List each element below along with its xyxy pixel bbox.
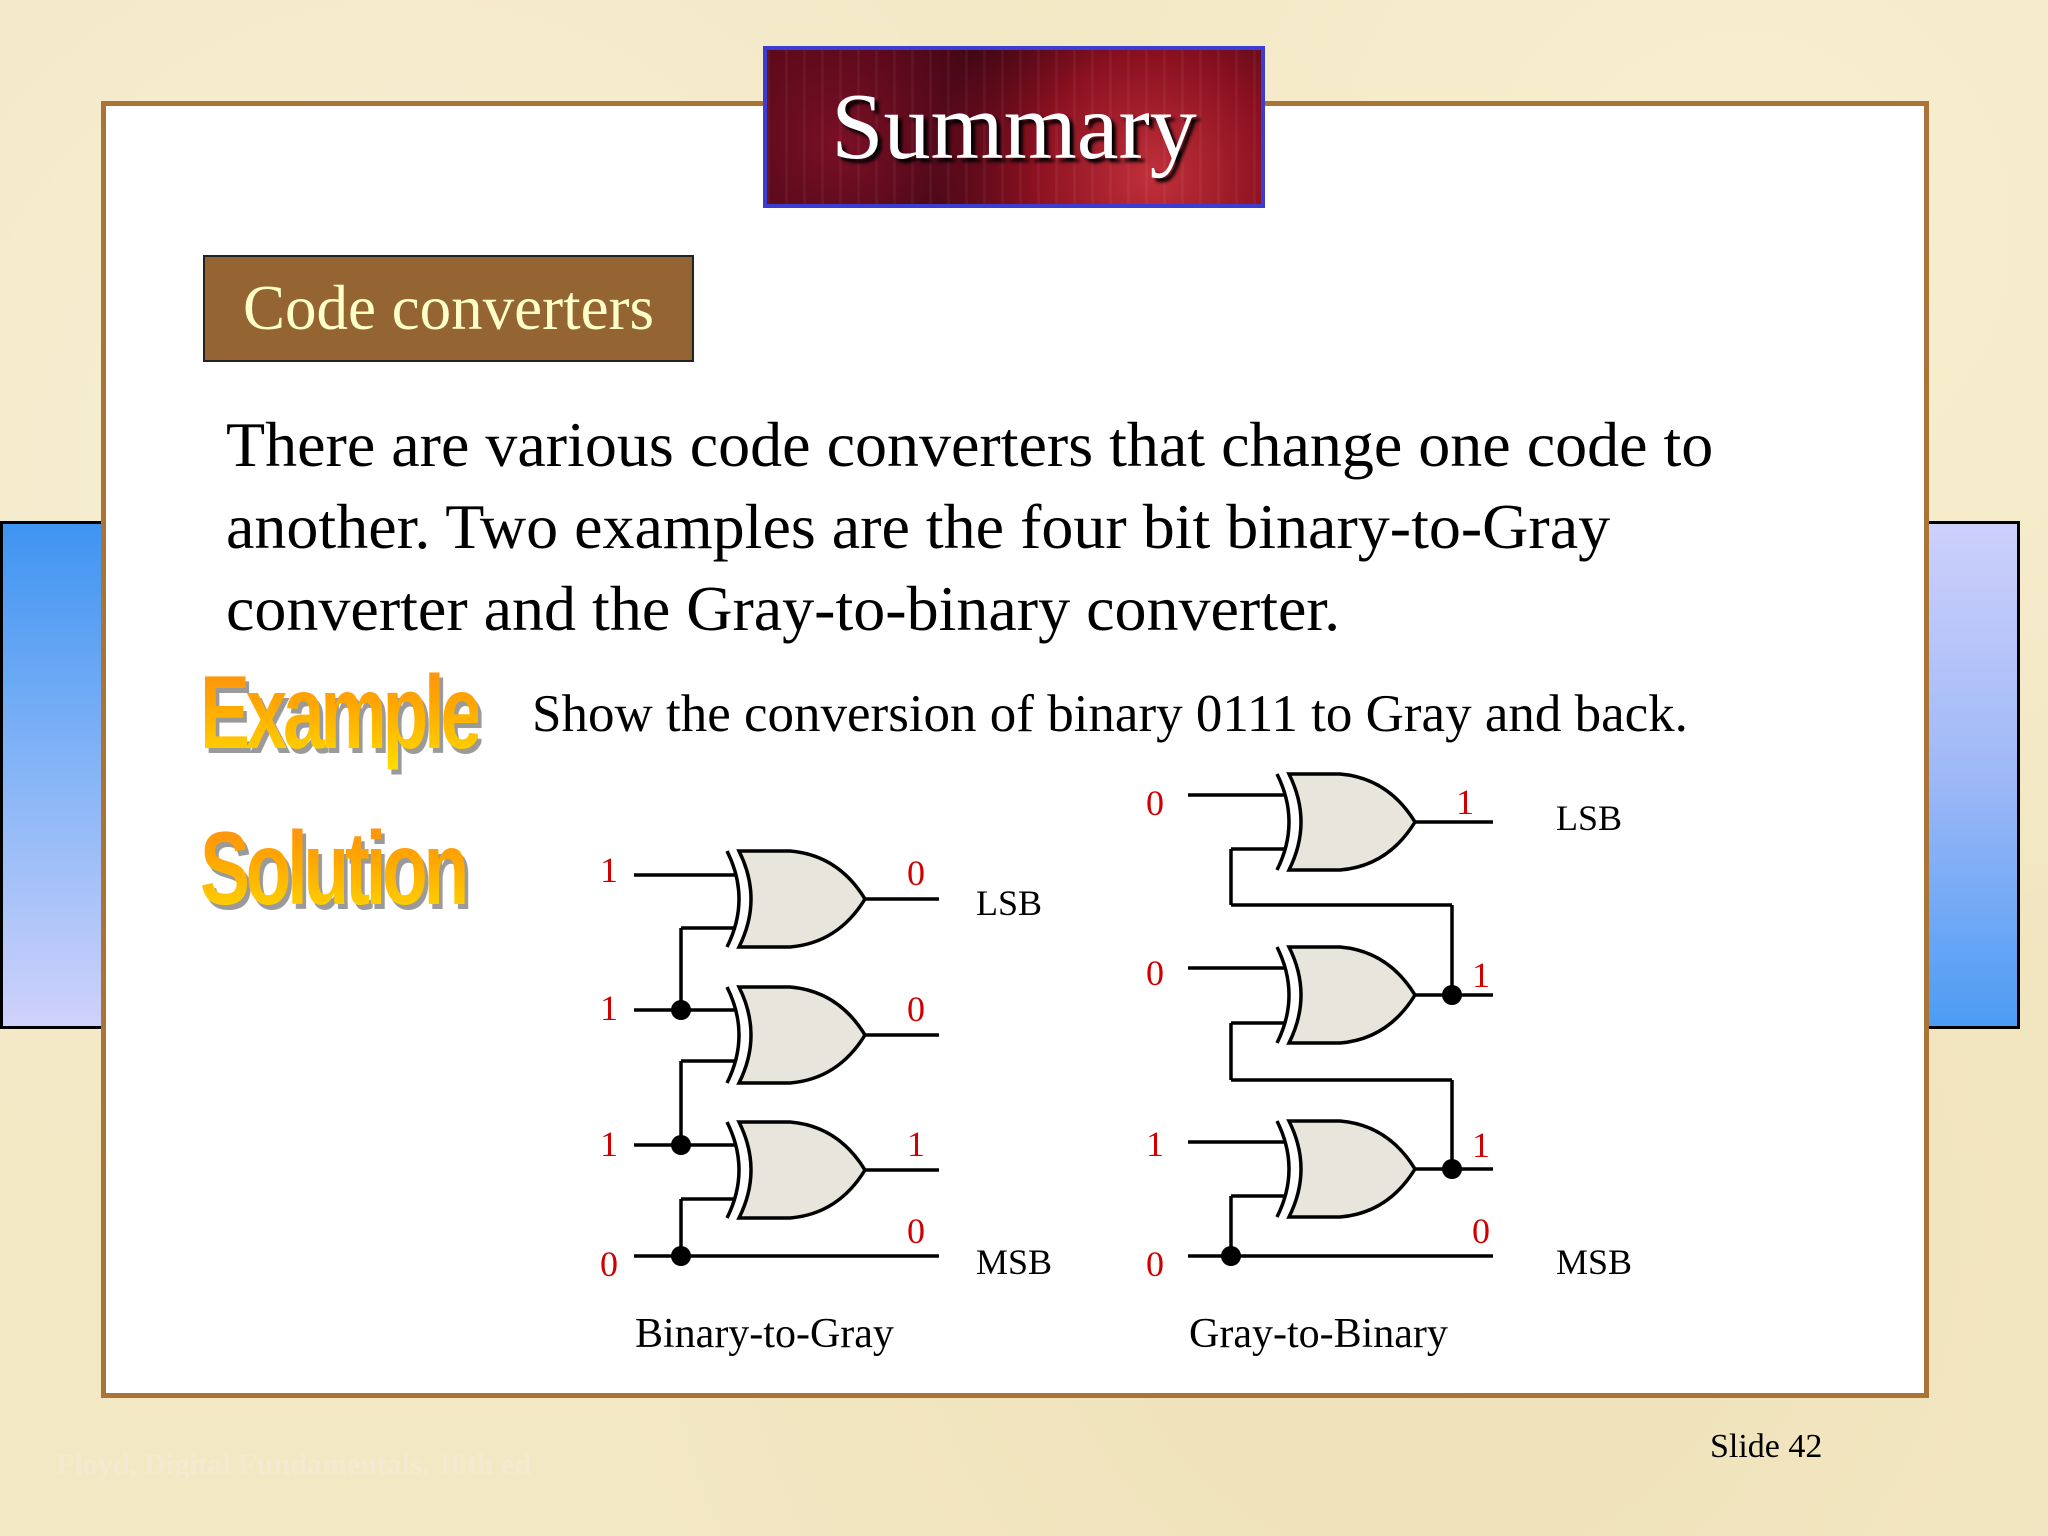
junction-dot	[1442, 985, 1462, 1005]
binary-to-gray-diagram	[600, 850, 1052, 1357]
output-bit-3: 0	[907, 1211, 925, 1251]
slide-title: Summary	[831, 75, 1197, 179]
body-paragraph: There are various code converters that change one code to another. Two examples are the four bit binary-to-Gray converter and the Gray-to-binary converter.	[226, 409, 1714, 644]
msb-label: MSB	[1556, 1242, 1633, 1282]
input-bit-3: 0	[1146, 1244, 1164, 1284]
output-bit-2: 1	[1472, 1125, 1490, 1165]
diagram-caption: Gray-to-Binary	[1189, 1311, 1448, 1357]
input-bit-3: 0	[600, 1244, 618, 1284]
solution-label: Solution	[200, 811, 465, 927]
junction-dot	[1442, 1159, 1462, 1179]
gray-to-binary-diagram	[1146, 774, 1632, 1357]
junction-dot	[671, 1246, 691, 1266]
footer-credit: Floyd, Digital Fundamentals, 10th ed	[56, 1448, 532, 1481]
junction-dot	[671, 1135, 691, 1155]
section-label: Code converters	[203, 255, 694, 362]
example-label: Example	[200, 655, 478, 771]
lsb-label: LSB	[1556, 798, 1623, 838]
junction-dot	[1221, 1246, 1241, 1266]
xor-gate-mid	[1277, 947, 1415, 1043]
xor-gate-lsb	[727, 851, 865, 947]
output-bit-2: 1	[907, 1124, 925, 1164]
output-bit-3: 0	[1472, 1211, 1490, 1251]
xor-gate-msb	[1277, 1121, 1415, 1217]
xor-gate-lsb	[1277, 774, 1415, 870]
output-bit-1: 1	[1472, 955, 1490, 995]
msb-label: MSB	[976, 1242, 1053, 1282]
lsb-label: LSB	[976, 883, 1043, 923]
output-bit-0: 1	[1456, 782, 1474, 822]
example-question: Show the conversion of binary 0111 to Gray and back.	[532, 685, 1688, 743]
junction-dot	[671, 1000, 691, 1020]
slide-number: Slide 42	[1710, 1428, 1823, 1465]
xor-gate-mid	[727, 987, 865, 1083]
xor-gate-msb	[727, 1122, 865, 1218]
input-bit-0: 0	[1146, 783, 1164, 823]
input-bit-0: 1	[600, 850, 618, 890]
diagram-caption: Binary-to-Gray	[635, 1311, 894, 1357]
input-bit-1: 1	[600, 988, 618, 1028]
input-bit-2: 1	[600, 1124, 618, 1164]
input-bit-1: 0	[1146, 953, 1164, 993]
output-bit-1: 0	[907, 989, 925, 1029]
input-bit-2: 1	[1146, 1124, 1164, 1164]
output-bit-0: 0	[907, 853, 925, 893]
